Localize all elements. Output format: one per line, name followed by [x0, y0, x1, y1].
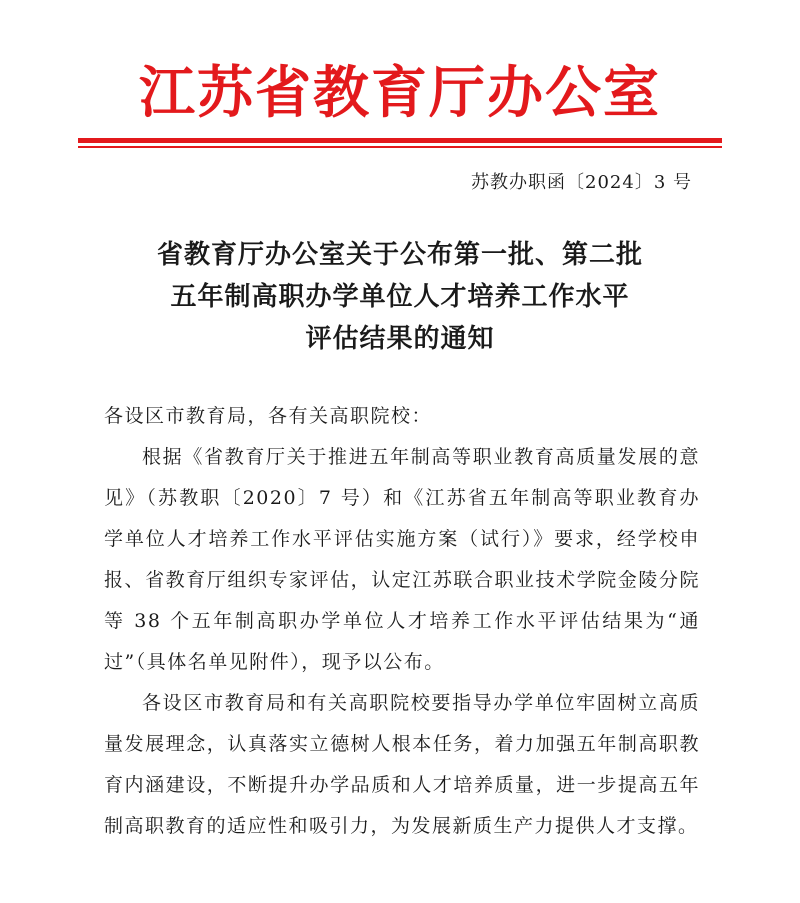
title-line-2: 五年制高职办学单位人才培养工作水平	[170, 282, 630, 312]
body-paragraph-2: 各设区市教育局和有关高职院校要指导办学单位牢固树立高质量发展理念，认真落实立德树人根本任务，着力加强五年制高职教育内涵建设，不断提升办学品质和人才培养质量，进一步提高五年制高职教育的适应性和吸引力，为发展新质生产力提供人才支撑。	[104, 692, 700, 837]
issuer-masthead: 江苏省教育厅办公室	[139, 60, 661, 126]
title-line-1: 省教育厅办公室关于公布第一批、第二批	[156, 240, 643, 270]
document-body	[104, 396, 700, 847]
document-number: 苏教办职函〔2024〕3 号	[471, 172, 692, 193]
title-line-3: 评估结果的通知	[305, 324, 495, 354]
masthead-red-rule-thin	[78, 146, 722, 148]
masthead-red-rule-thick	[78, 138, 722, 143]
body-paragraph-1: 根据《省教育厅关于推进五年制高等职业教育高质量发展的意见》（苏教职〔2020〕7 号）和《江苏省五年制高等职业教育办学单位人才培养工作水平评估实施方案（试行）》要求，经学校申报、省教育厅组织专家评估，认定江苏联合职业技术学院金陵分院等 38 个五年制高职办学单位人才培养工作水平评估结果为“通过”（具体名单见附件），现予以公布。	[104, 446, 700, 673]
salutation: 各设区市教育局，各有关高职院校：	[104, 405, 433, 427]
document-title	[0, 234, 800, 360]
